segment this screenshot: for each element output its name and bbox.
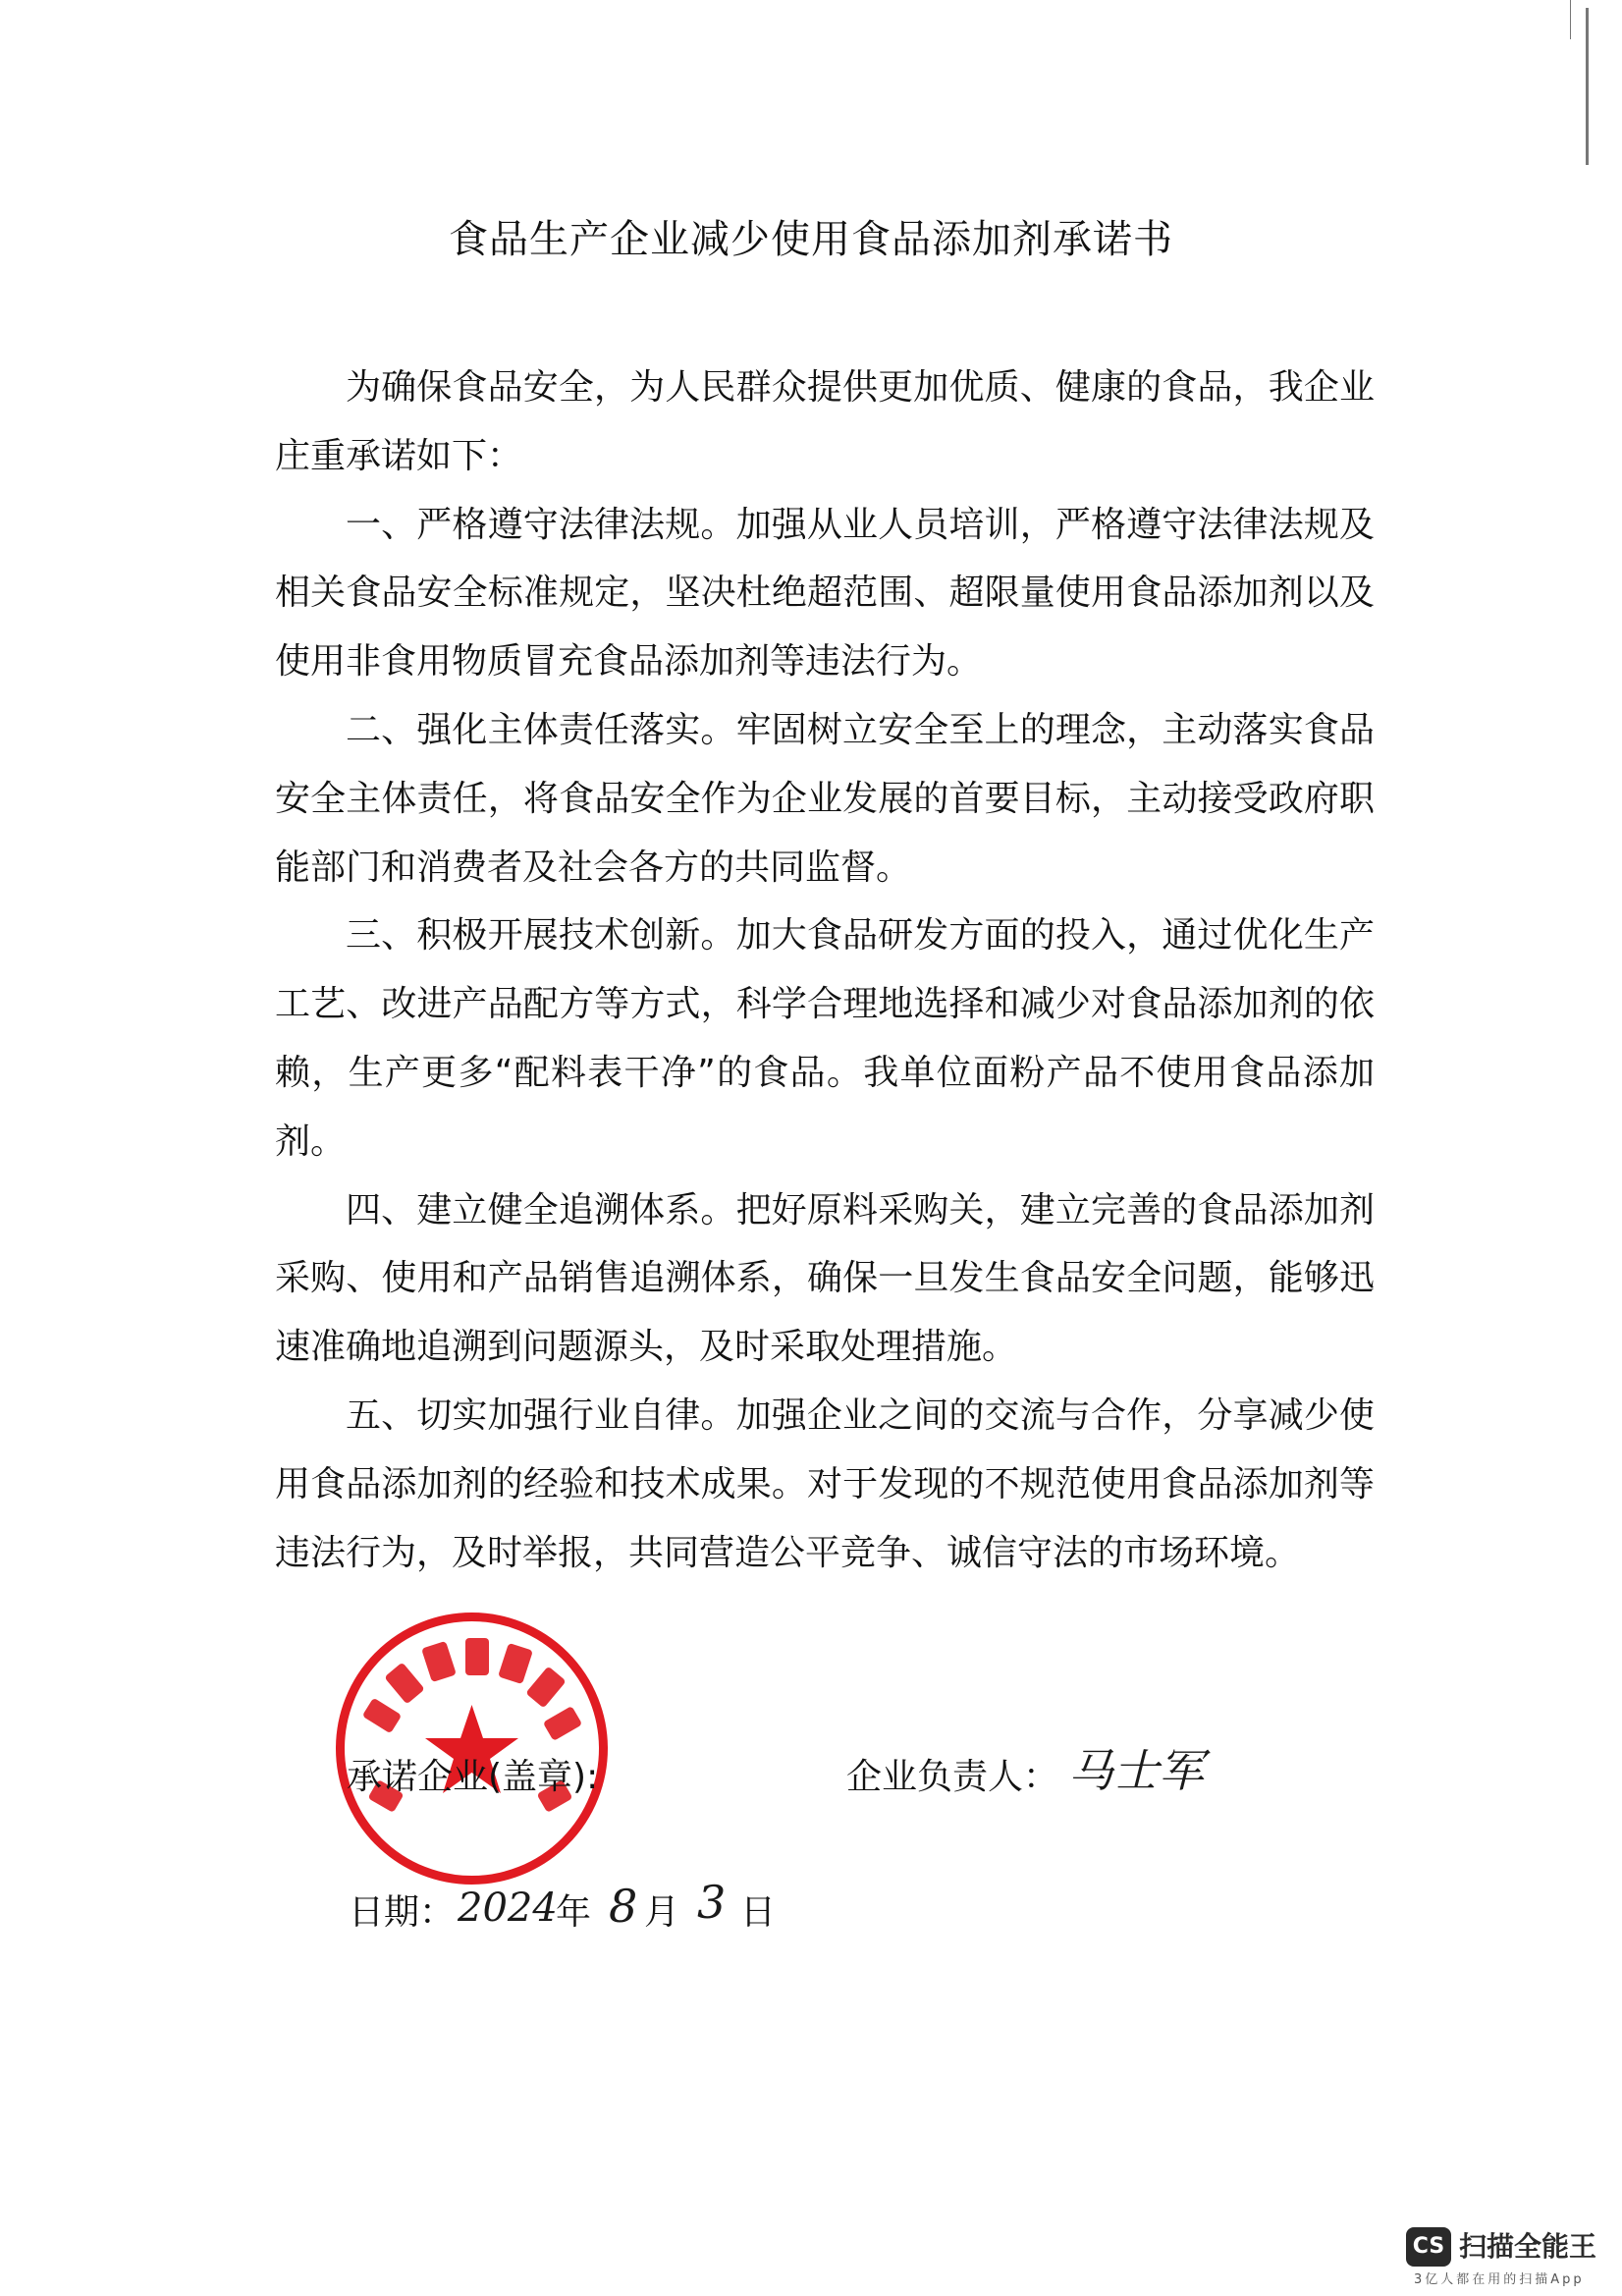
clause-4-paragraph: 四、建立健全追溯体系。把好原料采购关，建立完善的食品添加剂采购、使用和产品销售追溯体系，确保一旦发生食品安全问题，能够迅速准确地追溯到问题源头，及时采取处理措施。 [275, 1189, 1375, 1368]
clause-5-paragraph: 五、切实加强行业自律。加强企业之间的交流与合作，分享减少使用食品添加剂的经验和技术成果。对于发现的不规范使用食品添加剂等违法行为，及时举报，共同营造公平竞争、诚信守法的市场环境。 [275, 1394, 1375, 1573]
leader-handwritten-signature: 马士军 [1068, 1744, 1204, 1797]
date-month-handwritten: 8 [609, 1880, 638, 1933]
year-label: 年 [556, 1892, 592, 1933]
watermark-app-name: 扫描全能王 [1459, 2230, 1597, 2263]
date-year-handwritten: 2024 [458, 1886, 558, 1931]
company-seal-label: 承诺企业(盖章): [347, 1757, 599, 1797]
intro-paragraph: 为确保食品安全，为人民群众提供更加优质、健康的食品，我企业庄重承诺如下： [275, 367, 1375, 476]
document-title: 食品生产企业减少使用食品添加剂承诺书 [449, 217, 1173, 262]
month-label: 月 [644, 1892, 680, 1933]
camscanner-logo-icon: CS [1406, 2227, 1451, 2267]
leader-label: 企业负责人： [846, 1757, 1059, 1797]
day-label: 日 [740, 1892, 777, 1933]
scanner-watermark [1406, 2227, 1612, 2290]
clause-3-paragraph: 三、积极开展技术创新。加大食品研发方面的投入，通过优化生产工艺、改进产品配方等方式，科学合理地选择和减少对食品添加剂的依赖，生产更多“配料表干净”的食品。我单位面粉产品不使用食品添加剂。 [275, 915, 1375, 1162]
watermark-slogan: 3亿人都在用的扫描App [1414, 2272, 1585, 2287]
date-label: 日期： [349, 1892, 456, 1933]
page-edge-mark-2 [1570, 0, 1571, 39]
clause-1-paragraph: 一、严格遵守法律法规。加强从业人员培训，严格遵守法律法规及相关食品安全标准规定，坚决杜绝超范围、超限量使用食品添加剂以及使用非食用物质冒充食品添加剂等违法行为。 [275, 504, 1375, 683]
company-seal-stamp [332, 1609, 612, 1888]
page-edge-mark [1586, 8, 1589, 165]
date-day-handwritten: 3 [697, 1876, 727, 1929]
document-body [275, 354, 1375, 1587]
clause-2-paragraph: 二、强化主体责任落实。牢固树立安全至上的理念，主动落实食品安全主体责任，将食品安全作为企业发展的首要目标，主动接受政府职能部门和消费者及社会各方的共同监督。 [275, 709, 1375, 888]
